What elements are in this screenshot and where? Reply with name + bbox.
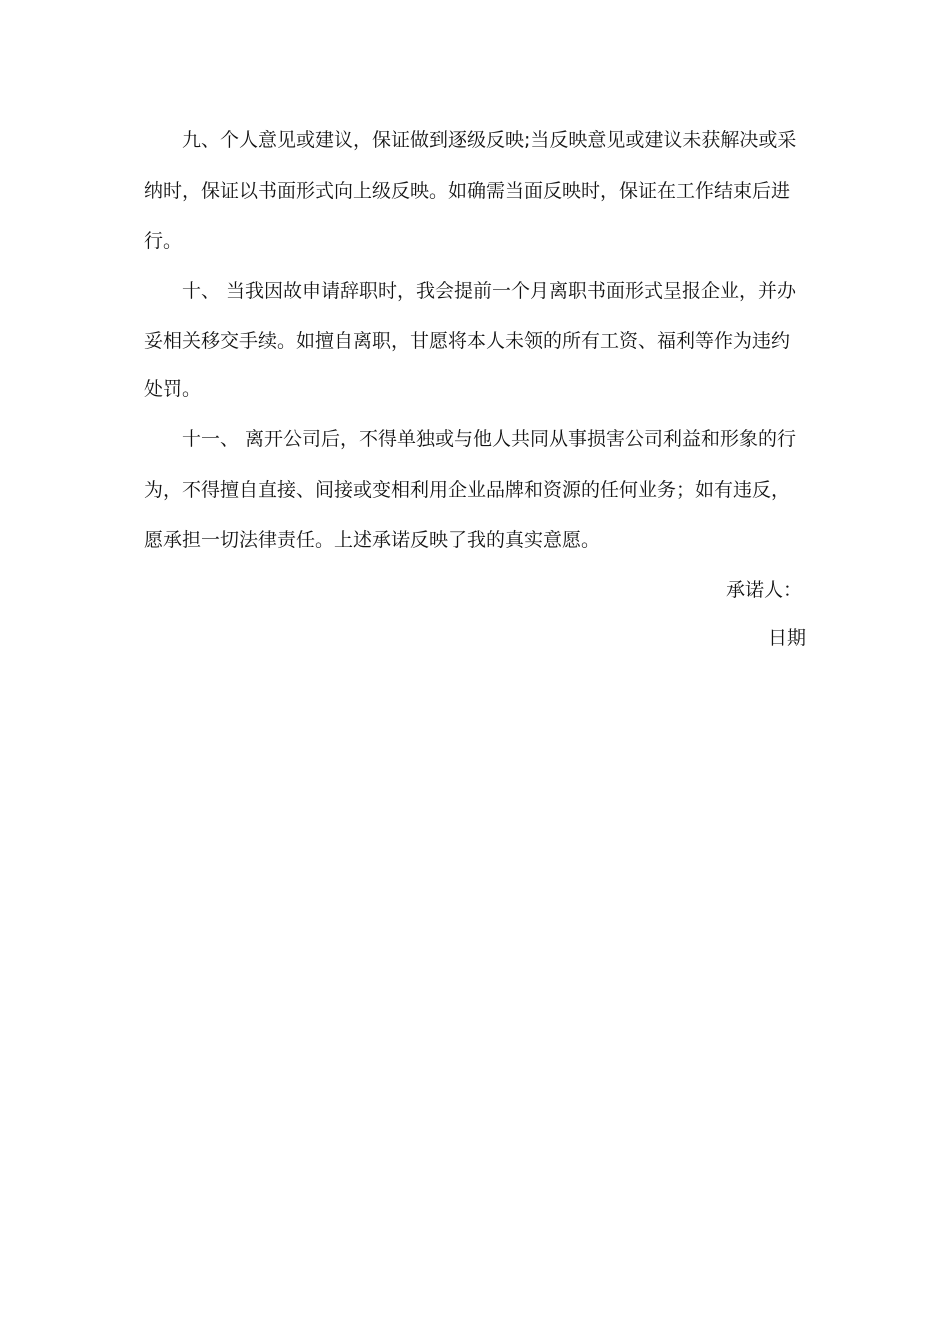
paragraph-11-line-3: 愿承担一切法律责任。上述承诺反映了我的真实意愿。	[144, 529, 601, 551]
paragraph-11-line-1: 十一、 离开公司后，不得单独或与他人共同从事损害公司利益和形象的行	[182, 428, 797, 450]
paragraph-10-line-3: 处罚。	[144, 378, 202, 400]
paragraph-9-line-2: 纳时，保证以书面形式向上级反映。如确需当面反映时，保证在工作结束后进	[144, 180, 791, 202]
paragraph-11-line-2: 为，不得擅自直接、间接或变相利用企业品牌和资源的任何业务；如有违反，	[144, 479, 791, 501]
promisor-label: 承诺人：	[725, 579, 802, 601]
paragraph-10-line-2: 妥相关移交手续。如擅自离职，甘愿将本人未领的所有工资、福利等作为违约	[144, 330, 791, 352]
date-label: 日期	[767, 627, 806, 649]
paragraph-10-line-1: 十、 当我因故申请辞职时，我会提前一个月离职书面形式呈报企业，并办	[182, 280, 797, 302]
paragraph-9-line-1: 九、个人意见或建议，保证做到逐级反映;当反映意见或建议未获解决或采	[182, 129, 797, 151]
paragraph-9-line-3: 行。	[144, 230, 183, 252]
